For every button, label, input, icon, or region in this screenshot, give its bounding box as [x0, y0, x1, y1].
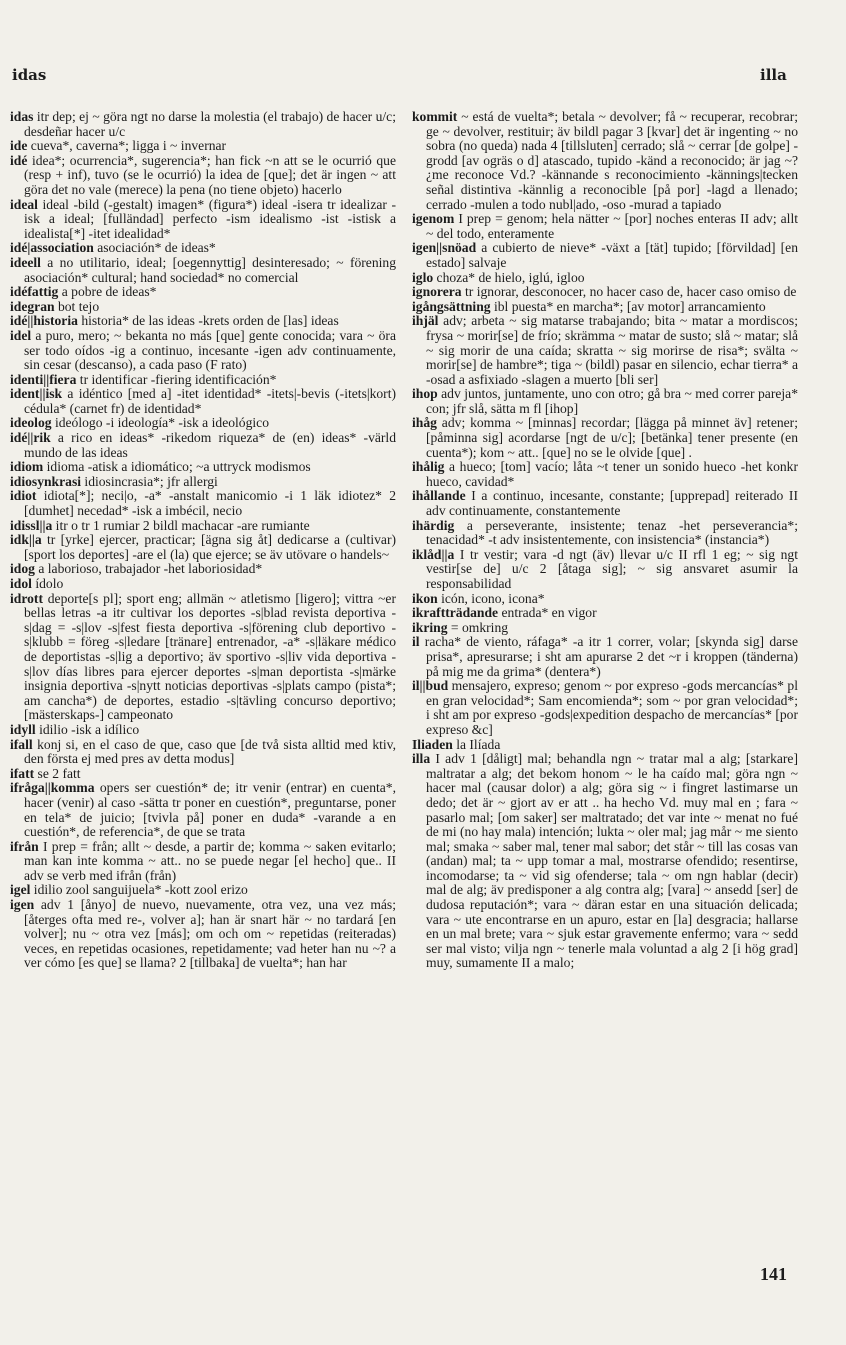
left-guide-word: idas [12, 66, 47, 84]
dictionary-entry: ikraftträdande entrada* en vigor [412, 605, 597, 621]
dictionary-entry: ifrån I prep = från; allt ~ desde, a partir de; komma ~ saken evitarlo; man kan inte komma ~ att.. no se puede negar [el hecho] que.. II adv se verb med ifrån (från) [10, 838, 396, 883]
dictionary-entry: ikon icón, icono, icona* [412, 590, 545, 606]
dictionary-entry: idog a laborioso, trabajador -het laboriosidad* [10, 561, 263, 577]
dictionary-entry: ifatt se 2 fatt [10, 765, 81, 781]
dictionary-entry: igen adv 1 [ånyo] de nuevo, nuevamente, otra vez, una vez más; [återges ofta med re-, volver a]; han är snart här ~ no tardará [en volver]; nu ~ otra vez [más]; om och om ~ repetidas (reiteradas) veces, en repetidas ocasiones, repetidamente; vad heter han nu ~? a ver cómo [es que] se llama? 2 [tillbaka] de vuelta*; han har [10, 897, 396, 971]
dictionary-entry: idé idea*; ocurrencia*, sugerencia*; han fick ~n att se le ocurrió que (resp + inf), tuvo (se le ocurrió) la idea de [que]; det är ingen ~ att göra det no vale (merece) la pena (no tiene objeto) hacerlo [10, 152, 396, 197]
dictionary-entry: ideolog ideólogo -i ideología* -isk a ideológico [10, 415, 270, 431]
dictionary-entry: ifråga||komma opers ser cuestión* de; itr venir (entrar) en cuenta*, hacer (venir) al caso -sätta tr poner en cuestión*, preguntarse, poner en tela* de juicio; [tvivla på] poner en duda* -varande a en cuestión*, de referencia*, de que se trata [10, 780, 396, 840]
dictionary-entry: idas itr dep; ej ~ göra ngt no darse la molestia (el trabajo) de hacer u/c; desdeñar hacer u/c [10, 109, 396, 139]
dictionary-entry: kommit ~ está de vuelta*; betala ~ devolver; få ~ recuperar, recobrar; ge ~ devolver, restituir; äv bildl pagar 3 [kvar] det är ingenting ~ no sobra (no queda) nada 4 [tillsluten] cerrado; slå ~ cerrar [de golpe] -grodd [av ogräs o d] atascado, tupido -känd a reconocido; är jag ~? ¿me reconoce Vd.? -kännande s reconocimiento -kännings|tecken señal distintiva -kännlig a reconocible [på por] -lagd a llenado; cerrado -mulen a todo nubl|ado, -oso -murad a tapiado [412, 109, 798, 212]
dictionary-entry: iglo choza* de hielo, iglú, igloo [412, 269, 585, 285]
dictionary-entry: idyll idilio -isk a idílico [10, 721, 140, 737]
dictionary-entry: ignorera tr ignorar, desconocer, no hacer caso de, hacer caso omiso de [412, 284, 797, 300]
dictionary-entry: idegran bot tejo [10, 298, 100, 314]
dictionary-entry: ident||isk a idéntico [med a] -itet identidad* -itets|-bevis (-itets|kort) cédula* (carnet fr) de identidad* [10, 386, 396, 416]
right-column [412, 110, 798, 971]
dictionary-entry: illa I adv 1 [dåligt] mal; behandla ngn ~ tratar mal a alg; [starkare] maltratar a alg; det bekom honom ~ le ha caído mal; göra ngn ~ hacer mal (causar dolor) a alg; göra sig ~ i fingret lastimarse un dedo; det är ~ gjort av er att .. ha hecho Vd. muy mal en ; fara ~ pasarlo mal; [om saker] ser maltratado; det var inte ~ menat no fué de mi (no hay mala) intención; lukta ~ oler mal; jag mår ~ me siento mal; smaka ~ saber mal, tener mal sabor; det står ~ till las cosas van (andan) mal; ta ~ upp tomar a mal, mostrarse ofendido; resentirse, incomodarse; ta ~ vid sig ofenderse; tala ~ om ngn hablar (decir) mal de alg; äv predisponer a alg contra alg; [vara] ~ ansedd [ser] de dudosa reputación*; vara ~ däran estar en una situación delicada; vara ~ ute encontrarse en un apuro, estar en [la] desgracia; hallarse en un mal brete; vara ~ sjuk estar gravemente enfermo; vara ~ sedd ser mal visto; vilja ngn ~ tenerle mala voluntad a alg 2 [i hög grad] muy, sumamente II a malo; [412, 751, 798, 971]
dictionary-entry: il racha* de viento, ráfaga* -a itr 1 correr, volar; [skynda sig] darse prisa*, apresurarse; i sht am apurarse 2 det ~r i kroppen (tänderna) på mig me da grima* (dentera*) [412, 634, 798, 679]
dictionary-entry: iklåd||a I tr vestir; vara -d ngt (äv) llevar u/c II rfl 1 eg; ~ sig ngt vestir[se de] u/c 2 [åtaga sig]; ~ sig ansvaret asumir la responsabilidad [412, 546, 798, 591]
left-column [10, 110, 396, 971]
dictionary-entry: ihålig a hueco; [tom] vacío; låta ~t tener un sonido hueco -het konkr hueco, cavidad* [412, 459, 798, 489]
dictionary-entry: igångsättning ibl puesta* en marcha*; [av motor] arrancamiento [412, 298, 766, 314]
dictionary-entry: ihärdig a perseverante, insistente; tenaz -het perseverancia*; tenacidad* -t adv insistentemente, con insistencia* (instancia*) [412, 517, 798, 548]
dictionary-entry: il||bud mensajero, expreso; genom ~ por expreso -gods mercancías* pl en gran velocidad*; Sam encomienda*; som ~ por gran velocidad*; i sht am por expreso -gods|expedition despacho de mercancías* [por expreso &c] [412, 678, 798, 737]
dictionary-entry: ihållande I a continuo, incesante, constante; [upprepad] reiterado II adv continuamente, constantemente [412, 488, 798, 519]
dictionary-entry: idiosynkrasi idiosincrasia*; jfr allergi [10, 473, 218, 489]
dictionary-entry: igenom I prep = genom; hela nätter ~ [por] noches enteras II adv; allt ~ del todo, enteramente [412, 211, 798, 241]
dictionary-entry: idéfattig a pobre de ideas* [10, 284, 157, 300]
right-guide-word: illa [760, 66, 787, 84]
dictionary-entry: Iliaden la Ilíada [412, 736, 501, 752]
dictionary-entry: identi||fiera tr identificar -fiering identificación* [10, 371, 277, 387]
dictionary-entry: idrott deporte[s pl]; sport eng; allmän ~ atletismo [ligero]; vittra ~er bellas letras -a itr cultivar los deportes -s|blad revista deportiva -s|dag = -s|lov -s|fest fiesta deportiva -s|förening club deportivo -s|klubb = föreg -s|ledare [tränare] entrenador, -a* -s|läkare médico de deportistas -s|lig a deportivo; äv sportivo -s|liv vida deportiva -s|lov días libres para ejercer deportes -s|man deportista -s|märke insignia deportiva -s|nytt noticias deportivas -s|plats campo (pista*; am cancha*) de deportes, estadio -s|tävling concurso deportivo; [mästerskaps-] campeonato [10, 590, 396, 723]
dictionary-entry: igel idilio zool sanguijuela* -kott zool erizo [10, 882, 248, 898]
dictionary-entry: idk||a tr [yrke] ejercer, practicar; [ägna sig åt] dedicarse a (cultivar) [sport los deportes] -are el (la) que ejerce; se äv utövare o handels~ [10, 532, 396, 562]
dictionary-entry: ikring = omkring [412, 619, 509, 635]
dictionary-entry: ide cueva*, caverna*; ligga i ~ invernar [10, 138, 227, 154]
dictionary-entry: igen||snöad a cubierto de nieve* -växt a [tät] tupido; [förvildad] [en estado] salvaje [412, 240, 798, 270]
dictionary-entry: idé|association asociación* de ideas* [10, 240, 216, 256]
dictionary-entry: idé||rik a rico en ideas* -rikedom riqueza* de (en) ideas* -värld mundo de las ideas [10, 430, 396, 460]
dictionary-entry: ihjäl adv; arbeta ~ sig matarse trabajando; bita ~ matar a mordiscos; frysa ~ morir[se] de frío; skrämma ~ matar de susto; slå ~ matar; slå ~ sig morir de una caída; skratta ~ sig morirse de risa*; svälta ~ morir[se] de hambre*; tiga ~ (bildl) pasar en silencio, echar tierra* a -osad a asfixiado -slagen a muerto [bli ser] [412, 313, 798, 387]
dictionary-entry: idol ídolo [10, 576, 64, 591]
dictionary-entry: idel a puro, mero; ~ bekanta no más [que] gente conocida; vara ~ öra ser todo oídos -ig a continuo, incesante -igen adv continuamente, sin cesar (descanso), a cada paso (F rato) [10, 327, 396, 373]
dictionary-entry: idiom idioma -atisk a idiomático; ~a uttryck modismos [10, 459, 311, 475]
dictionary-entry: ideell a no utilitario, ideal; [oegennyttig] desinteresado; ~ förening asociación* cultural; hand sociedad* no comercial [10, 254, 396, 285]
dictionary-entry: idissl||a itr o tr 1 rumiar 2 bildl machacar -are rumiante [10, 517, 310, 533]
dictionary-entry: idé||historia historia* de las ideas -krets orden de [las] ideas [10, 313, 339, 329]
dictionary-entry: ifall konj si, en el caso de que, caso que [de två sista alltid med ktiv, den första ej med pres av detta modus] [10, 736, 396, 767]
dictionary-entry: ihop adv juntos, juntamente, uno con otro; gå bra ~ med correr pareja* con; jfr slå, sätta m fl [ihop] [412, 386, 798, 416]
dictionary-entry: ideal ideal -bild (-gestalt) imagen* (figura*) ideal -isera tr idealizar -isk a ideal; [fulländad] perfecto -ism idealismo -ist -istisk a idealista[*] -itet idealidad* [10, 196, 396, 241]
dictionary-entry: idiot idiota[*]; neci|o, -a* -anstalt manicomio -i 1 läk idiotez* 2 [dumhet] necedad* -isk a imbécil, necio [10, 488, 396, 519]
dictionary-entry: ihåg adv; komma ~ [minnas] recordar; [lägga på minnet äv] retener; [påminna sig] acordarse [ngt de u/c]; [betänka] tener presente (en cuenta*); kom ~ att.. [que] no se le olvide [que] . [412, 415, 798, 460]
page-number: 141 [760, 1264, 787, 1284]
